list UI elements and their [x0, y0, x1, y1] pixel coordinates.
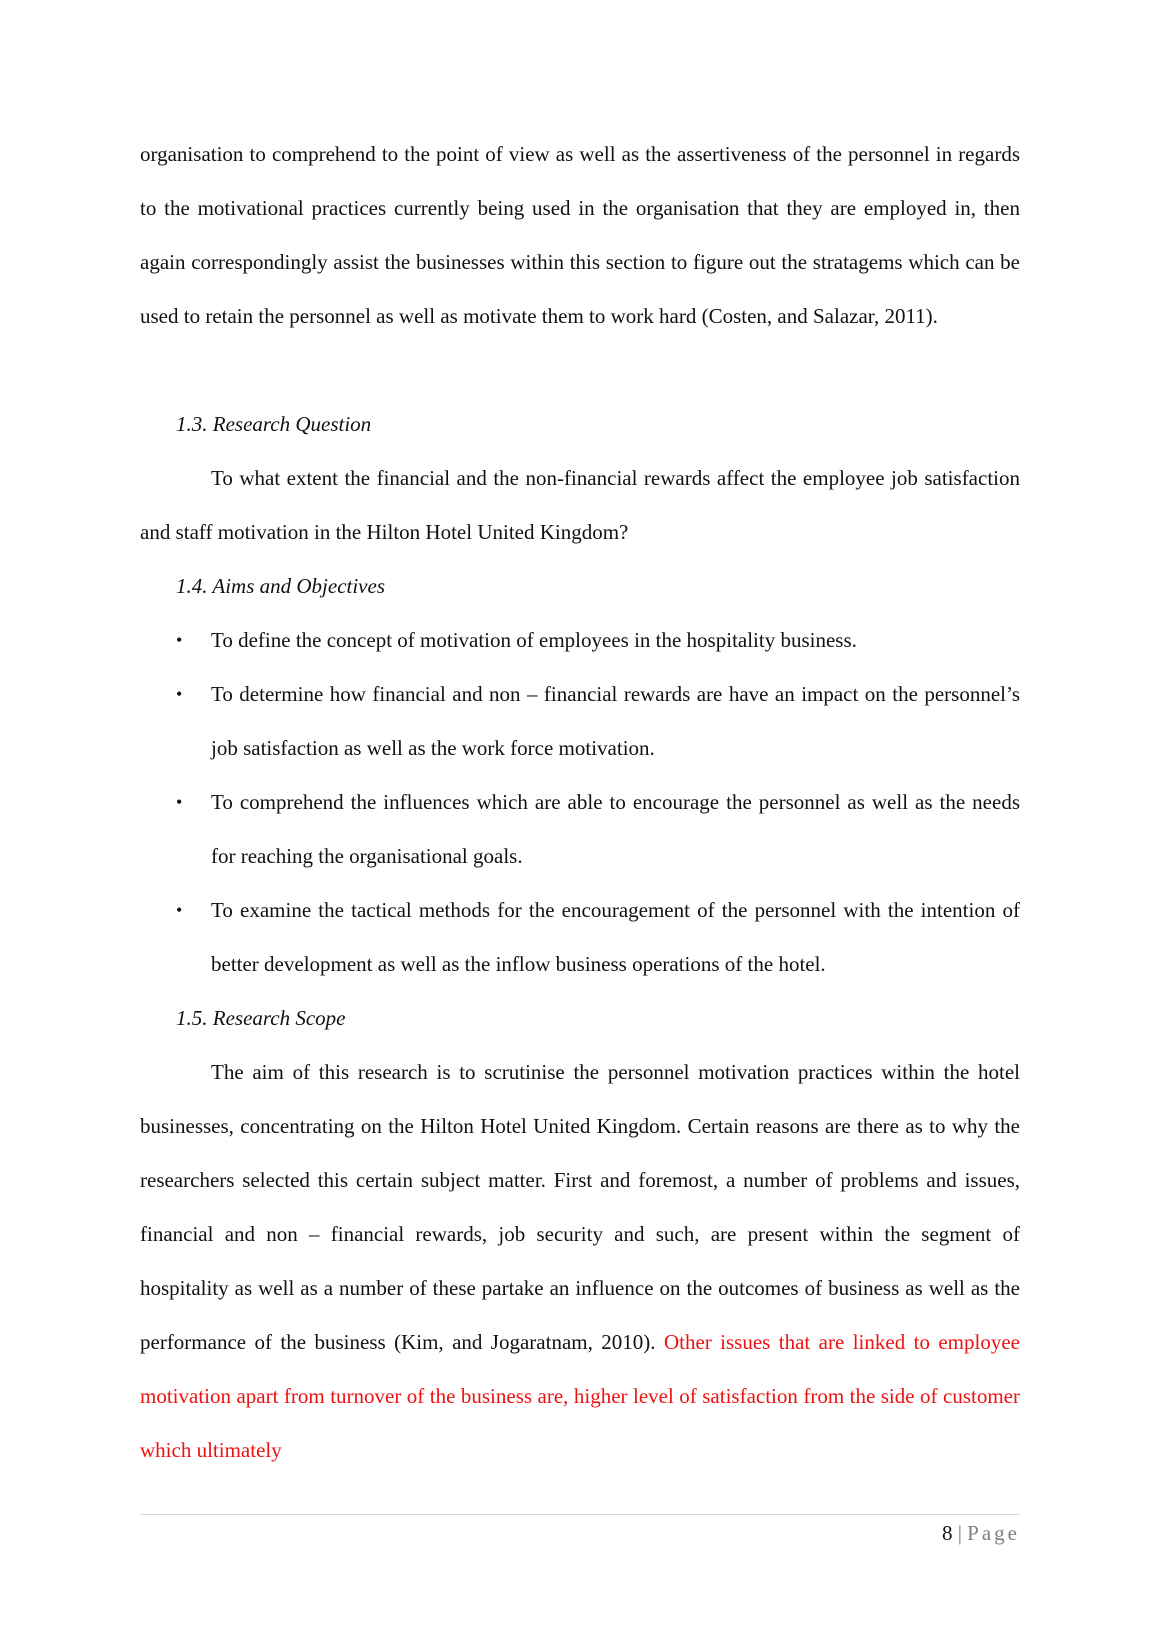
paragraph-continued: organisation to comprehend to the point of view as well as the assertiveness of the personnel in regards to the motivational practices currently being used in the organisation that they are employed in, then again correspondingly assist the businesses within this section to figure out the stratagems which can be used to retain the personnel as well as motivate them to work hard (Costen, and Salazar, 2011). [140, 142, 1020, 328]
footer-divider [140, 1514, 1020, 1515]
list-item [176, 883, 1020, 991]
list-item [176, 613, 1020, 667]
bullet-icon: • [176, 630, 183, 650]
heading-research-question: 1.3. Research Question [176, 412, 372, 436]
page-label: Page [967, 1521, 1020, 1545]
heading-aims-objectives: 1.4. Aims and Objectives [176, 574, 385, 598]
objective-text: To define the concept of motivation of employees in the hospitality business. [211, 628, 857, 652]
list-item [176, 775, 1020, 883]
objectives-list [176, 613, 1020, 991]
bullet-icon: • [176, 900, 183, 920]
scope-text: The aim of this research is to scrutinise the personnel motivation practices within the hotel businesses, concentrating on the Hilton Hotel United Kingdom. Certain reasons are there as to why the researchers selected this certain subject matter. First and foremost, a number of problems and issues, financial and non – financial rewards, job security and such, are present within the segment of hospitality as well as a number of these partake an influence on the outcomes of business as well as the performance of the business (Kim, and Jogaratnam, 2010). [140, 1060, 1020, 1354]
bullet-icon: • [176, 684, 183, 704]
page-number: 8 [941, 1521, 953, 1545]
heading-research-scope: 1.5. Research Scope [176, 1006, 346, 1030]
highlighted-text: Other issues that are linked to employee motivation apart from turnover of the business are, higher level of satisfaction from the side of customer which ultimately [140, 1330, 1020, 1462]
bullet-icon: • [176, 792, 183, 812]
page-footer [942, 1520, 1020, 1546]
objective-text: To examine the tactical methods for the encouragement of the personnel with the intention of better development as well as the inflow business operations of the hotel. [211, 898, 1020, 976]
objective-text: To comprehend the influences which are able to encourage the personnel as well as the needs for reaching the organisational goals. [211, 790, 1020, 868]
footer-separator: | [957, 1521, 962, 1545]
objective-text: To determine how financial and non – financial rewards are have an impact on the personnel’s job satisfaction as well as the work force motivation. [211, 682, 1020, 760]
paragraph-research-scope [140, 1045, 1020, 1477]
paragraph-research-question: To what extent the financial and the non-financial rewards affect the employee job satisfaction and staff motivation in the Hilton Hotel United Kingdom? [140, 466, 1020, 544]
list-item [176, 667, 1020, 775]
